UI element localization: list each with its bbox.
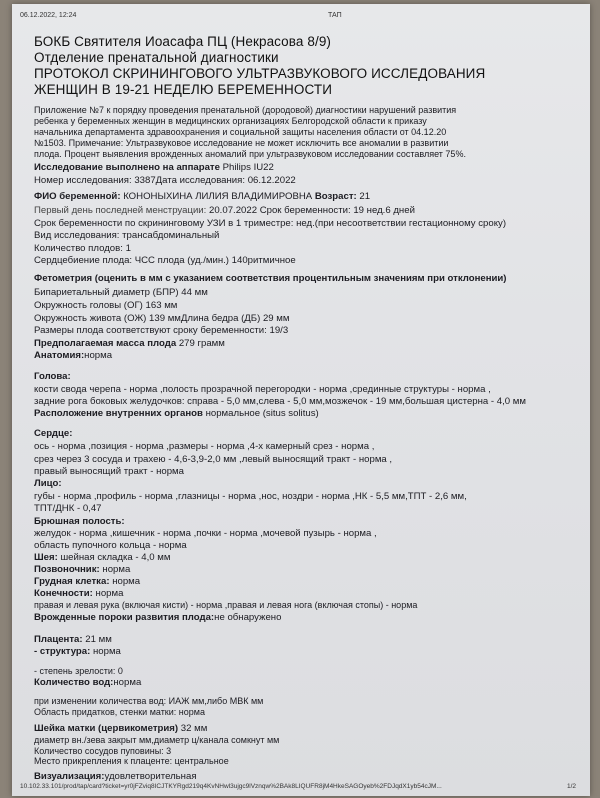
placenta-structure: норма (92, 646, 121, 657)
chest-label: Грудная клетка: (34, 576, 110, 587)
term-label: Срок беременности: (259, 205, 351, 216)
mass-row (34, 338, 225, 349)
exam-type-label: Вид исследования: (34, 230, 120, 241)
exam-number: 3387 (134, 175, 156, 186)
fio-value: КОНОНЫХИНА ЛИЛИЯ ВЛАДИМИРОВНА (123, 191, 313, 202)
term-value: 19 нед.6 дней (353, 205, 415, 216)
placenta-label: Плацента: (34, 634, 83, 645)
clinic-name: БОКБ Святителя Иоасафа ПЦ (Некрасова 8/9) (34, 34, 332, 49)
spine-label: Позвоночник: (34, 564, 100, 575)
heartbeat-label: Сердцебиение плода: ЧСС плода (уд./мин.) (34, 255, 229, 266)
visualization-row (34, 771, 197, 782)
head-title: Голова: (34, 371, 71, 382)
fetus-count: 1 (125, 243, 131, 254)
appendix-line: плода. Процент выявления врожденных аномалий при ультразвуковом исследовании составляет 75%. (34, 149, 466, 159)
limbs-value: норма (95, 588, 124, 599)
mass-value: 279 грамм (178, 338, 225, 349)
age-label: Возраст: (314, 191, 357, 202)
protocol-title-2: ЖЕНЩИН В 19-21 НЕДЕЛЮ БЕРЕМЕННОСТИ (34, 82, 333, 97)
patient-row (34, 191, 370, 202)
visualization-value: удовлетворительная (104, 771, 197, 782)
placenta-structure-row (34, 646, 121, 657)
lmp-value: 20.07.2022 (209, 205, 258, 216)
abdomen-line: желудок - норма ,кишечник - норма ,почки - норма ,мочевой пузырь - норма , (34, 528, 377, 539)
exam-date-label: Дата исследования: (155, 175, 246, 186)
protocol-title-1: ПРОТОКОЛ СКРИНИНГОВОГО УЛЬТРАЗВУКОВОГО ИССЛЕДОВАНИЯ (34, 66, 486, 81)
appendix-line: №1503. Примечание: Ультразвуковое исследование не может исключить все аномалии в развитии (34, 138, 449, 148)
fetus-count-label: Количество плодов: (34, 243, 123, 254)
page-number: 1/2 (566, 783, 576, 790)
footer-url: 10.102.33.101/prod/tap/card?ticket=yr0jFZviq8ICJTKYRgd219q4KvNHwl3ujgc9lVznqw%2BAk8LIQUFR8jM4HkeSAGOyeb%2FDJqdX1yb54cJM... (20, 783, 442, 790)
sizes: Размеры плода соответствуют сроку беременности: 19/3 (34, 325, 289, 336)
heartbeat-value: 140ритмичное (231, 255, 296, 266)
cervix-label: Шейка матки (цервикометрия) (34, 723, 179, 734)
organs-value: нормальное (situs solitus) (205, 408, 319, 419)
limbs-row (34, 588, 123, 599)
anatomy-row (34, 350, 112, 361)
face-line: губы - норма ,профиль - норма ,глазницы - норма ,нос, ноздри - норма ,НК - 5,5 мм,ТПТ - 2,6 мм, (34, 491, 467, 502)
head-line: кости свода черепа - норма ,полость прозрачной перегородки - норма ,срединные структуры - норма , (34, 384, 491, 395)
defects-label: Врожденные пороки развития плода: (34, 612, 215, 623)
fio-label: ФИО беременной: (34, 191, 121, 202)
heart-line: срез через 3 сосуда и трахею - 4,6-3,9-2,0 мм ,левый выносящий тракт - норма , (34, 454, 393, 465)
placenta-value: 21 мм (85, 634, 112, 645)
cord-vessels: Количество сосудов пуповины: 3 (34, 746, 172, 756)
appendix-line: начальника департамента здравоохранения и социальной защиты населения области от 04.12.20 (34, 127, 447, 137)
print-title: ТАП (328, 12, 342, 19)
device-value: Philips IU22 (222, 162, 274, 173)
placenta-structure-label: - структура: (34, 646, 91, 657)
spine-row (34, 564, 130, 575)
heartbeat-row (34, 255, 296, 266)
cord-insertion: Место прикрепления к плаценте: центральное (34, 756, 229, 766)
cervix-value: 32 мм (180, 723, 208, 734)
organs-label: Расположение внутренних органов (34, 408, 203, 419)
bpr: Бипариетальный диаметр (БПР) 44 мм (34, 287, 208, 298)
exam-number-row (34, 175, 296, 186)
lmp-label: Первый день последней менструации: (34, 205, 207, 216)
water-change-line: при изменении количества вод: ИАЖ мм,либо МВК мм (34, 696, 264, 706)
screen-term-row (34, 218, 506, 229)
heart-line: правый выносящий тракт - норма (34, 466, 184, 477)
exam-type-value: трансабдоминальный (122, 230, 220, 241)
face-line: ТПТ/ДНК - 0,47 (34, 503, 102, 514)
anatomy-label: Анатомия: (34, 350, 85, 361)
device-row (34, 162, 274, 173)
anatomy-value: норма (84, 350, 113, 361)
spine-value: норма (102, 564, 131, 575)
abdomen-title: Брюшная полость: (34, 516, 125, 527)
water-row (34, 677, 141, 688)
chest-row (34, 576, 140, 587)
limbs-label: Конечности: (34, 588, 93, 599)
neck-value: шейная складка - 4,0 мм (60, 552, 171, 563)
oj-db: Окружность живота (ОЖ) 139 ммДлина бедра (ДБ) 29 мм (34, 313, 290, 324)
exam-type-row (34, 230, 219, 241)
face-title: Лицо: (34, 478, 62, 489)
placenta-maturity: - степень зрелости: 0 (34, 666, 123, 676)
cervix-line: диаметр вн./зева закрыт мм,диаметр ц/канала сомкнут мм (34, 735, 280, 745)
lmp-row (34, 205, 415, 216)
device-label: Исследование выполнено на аппарате (34, 162, 220, 173)
appendix-line: ребенка у беременных женщин в медицинских организациях Белгородской области к приказу (34, 116, 427, 126)
fetus-count-row (34, 243, 131, 254)
print-datetime: 06.12.2022, 12:24 (20, 12, 77, 19)
screen-term-label: Срок беременности по скрининговому УЗИ в 1 триместре: (34, 218, 294, 229)
og: Окружность головы (ОГ) 163 мм (34, 300, 178, 311)
exam-number-label: Номер исследования: (34, 175, 132, 186)
cervix-row (34, 723, 207, 734)
limbs-detail: правая и левая рука (включая кисти) - норма ,правая и левая нога (включая стопы) - норма (34, 600, 418, 610)
heart-line: ось - норма ,позиция - норма ,размеры - норма ,4-х камерный срез - норма , (34, 441, 375, 452)
department: Отделение пренатальной диагностики (34, 50, 279, 65)
head-line: задние рога боковых желудочков: справа - 5,0 мм,слева - 5,0 мм,мозжечок - 19 мм,большая цистерна - 4,0 мм (34, 396, 526, 407)
defects-value: не обнаружено (214, 612, 282, 623)
chest-value: норма (112, 576, 141, 587)
placenta-row (34, 634, 112, 645)
water-value: норма (113, 677, 142, 688)
document-sheet (12, 4, 590, 796)
exam-date: 06.12.2022 (247, 175, 296, 186)
visualization-label: Визуализация: (34, 771, 105, 782)
age-value: 21 (359, 191, 371, 202)
defects-row (34, 612, 281, 623)
mass-label: Предполагаемая масса плода (34, 338, 177, 349)
adnexa-line: Область придатков, стенки матки: норма (34, 707, 205, 717)
organs-row (34, 408, 319, 419)
fetometry-title: Фетометрия (оценить в мм с указанием соответствия процентильным значениям при отклонении) (34, 273, 507, 284)
water-label: Количество вод: (34, 677, 114, 688)
screen-term-value: нед.(при несоответствии гестационному сроку) (296, 218, 507, 229)
appendix-line: Приложение №7 к порядку проведения пренатальной (дородовой) диагностики нарушений развития (34, 105, 457, 115)
heart-title: Сердце: (34, 428, 73, 439)
neck-row (34, 552, 170, 563)
abdomen-line: область пупочного кольца - норма (34, 540, 187, 551)
neck-label: Шея: (34, 552, 58, 563)
